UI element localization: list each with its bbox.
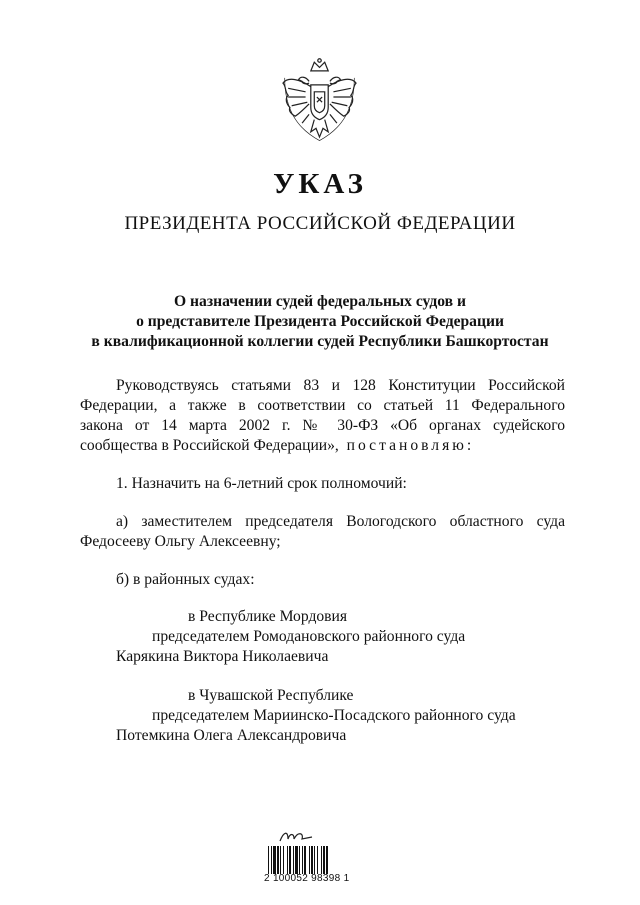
preamble-paragraph [80, 376, 565, 456]
heading-line: о представителе Президента Российской Федерации [136, 313, 504, 330]
item-a-line: Федосееву Ольгу Алексеевну; [80, 533, 281, 550]
decree-heading [60, 292, 580, 352]
item-1: 1. Назначить на 6-летний срок полномочий: [116, 475, 407, 492]
preamble-last-text: сообщества в Российской Федерации», [80, 437, 339, 454]
appointment-position: председателем Мариинско-Посадского районного суда [152, 707, 516, 724]
coat-of-arms-emblem-icon [276, 57, 363, 144]
decree-operative-word: постановляю: [346, 437, 475, 454]
preamble-line: Руководствуясь статьями 83 и 128 Конституции Российской [116, 377, 565, 394]
appointment-person: Потемкина Олега Александровича [116, 727, 347, 744]
heading-line: в квалификационной коллегии судей Республики Башкортостан [91, 333, 549, 350]
barcode-number: 2 100052 98398 1 [264, 873, 350, 884]
item-a [80, 512, 565, 552]
document-title: УКАЗ [273, 168, 367, 200]
preamble-last-line [80, 436, 565, 456]
barcode-icon [268, 846, 350, 874]
preamble-line: Федерации, а также в соответствии со статьей 11 Федерального [80, 397, 565, 414]
appointment-region: в Чувашской Республике [188, 687, 354, 704]
document-subtitle: ПРЕЗИДЕНТА РОССИЙСКОЙ ФЕДЕРАЦИИ [124, 213, 516, 234]
appointment-person: Карякина Виктора Николаевича [116, 648, 329, 665]
signature-mark-icon [278, 827, 314, 845]
item-a-line: а) заместителем председателя Вологодского областного суда [116, 513, 565, 530]
heading-line: О назначении судей федеральных судов и [174, 293, 466, 310]
item-b: б) в районных судах: [116, 571, 255, 588]
preamble-line: закона от 14 марта 2002 г. № 30-ФЗ «Об органах судейского [80, 417, 565, 434]
appointment-region: в Республике Мордовия [188, 608, 348, 625]
appointment-position: председателем Ромодановского районного суда [152, 628, 466, 645]
